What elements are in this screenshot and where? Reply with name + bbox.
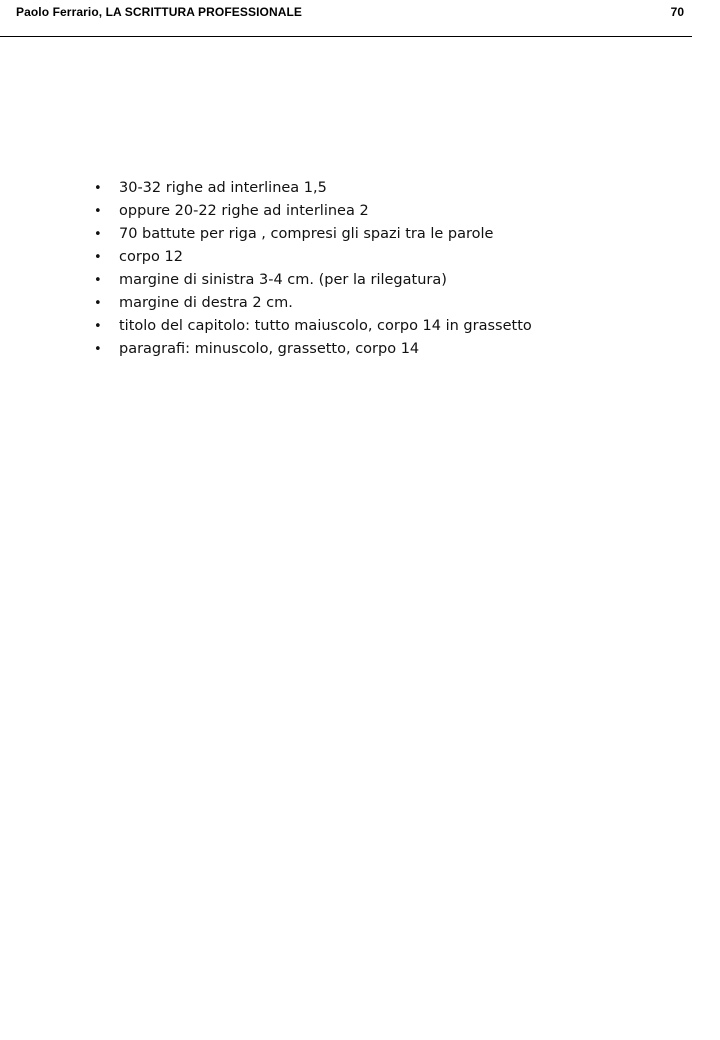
list-item-text: margine di destra 2 cm. (119, 295, 293, 311)
list-item (94, 200, 532, 223)
bullet-icon: • (94, 296, 102, 311)
list-item (94, 269, 532, 292)
formatting-rules-list (94, 177, 532, 361)
page-header (0, 0, 692, 37)
list-item (94, 292, 532, 315)
list-item-text: 30-32 righe ad interlinea 1,5 (119, 180, 327, 196)
bullet-icon: • (94, 204, 102, 219)
bullet-icon: • (94, 227, 102, 242)
list-item-text: margine di sinistra 3-4 cm. (per la rilegatura) (119, 272, 447, 288)
list-item (94, 315, 532, 338)
page-number: 70 (670, 5, 684, 19)
bullet-icon: • (94, 319, 102, 334)
bullet-icon: • (94, 250, 102, 265)
list-item (94, 177, 532, 200)
bullet-icon: • (94, 342, 102, 357)
bullet-icon: • (94, 181, 102, 196)
list-item (94, 338, 532, 361)
list-item-text: titolo del capitolo: tutto maiuscolo, corpo 14 in grassetto (119, 318, 532, 334)
list-item-text: 70 battute per riga , compresi gli spazi tra le parole (119, 226, 494, 242)
list-item-text: corpo 12 (119, 249, 183, 265)
list-item (94, 246, 532, 269)
list-item (94, 223, 532, 246)
bullet-icon: • (94, 273, 102, 288)
list-item-text: oppure 20-22 righe ad interlinea 2 (119, 203, 369, 219)
document-title: Paolo Ferrario, LA SCRITTURA PROFESSIONALE (16, 5, 303, 19)
list-item-text: paragrafi: minuscolo, grassetto, corpo 14 (119, 341, 420, 357)
